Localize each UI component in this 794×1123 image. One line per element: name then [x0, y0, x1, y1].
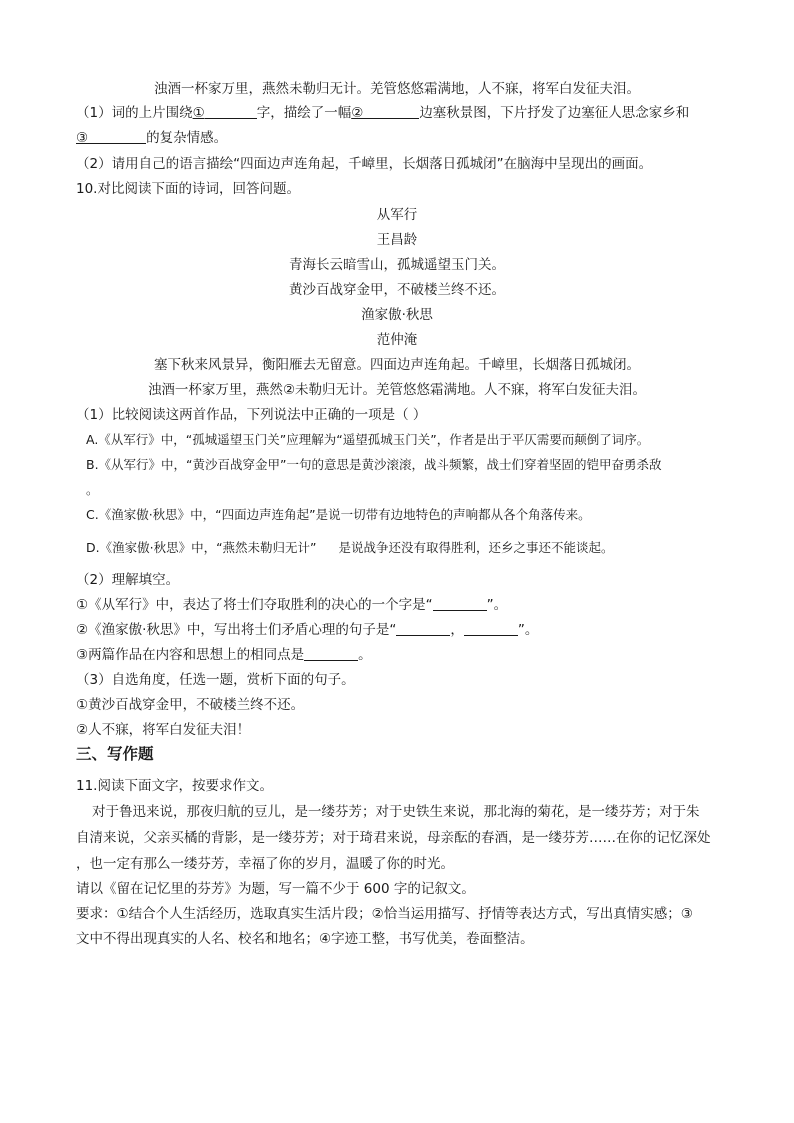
fill-3: ③两篇作品在内容和思想上的相同点是 。 [76, 647, 372, 663]
poem2-line1: 塞下秋来风景异，衡阳雁去无留意。四面边声连角起。千嶂里，长烟落日孤城闭。 [154, 357, 640, 373]
poem2-title: 渔家傲·秋思 [361, 307, 433, 323]
poem2-author: 范仲淹 [376, 332, 418, 348]
q10-sub2: （2）理解填空。 [76, 572, 180, 588]
q1-sub1: （1）词的上片围绕① 字，描绘了一幅② 边塞秋景图，下片抒发了边塞征人思念家乡和 [76, 105, 690, 121]
q1-sub1-cont: ③ 的复杂情感。 [76, 130, 228, 146]
q10-title: 10.对比阅读下面的诗词，回答问题。 [76, 181, 300, 197]
poem-last-line: 浊酒一杯家万里，燕然未勒归无计。羌管悠悠霜满地，人不寐，将军白发征夫泪。 [154, 81, 640, 97]
ref-2: ② [351, 105, 364, 121]
q11-title: 11.阅读下面文字，按要求作文。 [76, 778, 273, 794]
blank-2[interactable] [363, 104, 419, 119]
section-heading: 三、写作题 [76, 745, 154, 763]
blank-fill-3[interactable] [304, 646, 358, 661]
fill-1: ①《从军行》中，表达了将士们夺取胜利的决心的一个字是“ ”。 [76, 597, 508, 613]
sentence-1: ①黄沙百战穿金甲，不破楼兰终不还。 [76, 697, 305, 713]
poem1-title: 从军行 [376, 207, 418, 223]
option-b-cont: 。 [86, 482, 99, 497]
q1-sub2: （2）请用自己的语言描绘“四面边声连角起，千嶂里，长烟落日孤城闭”在脑海中呈现出的画面。 [76, 156, 653, 172]
writing-task: 请以《留在记忆里的芬芳》为题，写一篇不少于 600 字的记叙文。 [76, 881, 475, 897]
ref-3: ③ [76, 130, 89, 146]
requirements-2: 文中不得出现真实的人名、校名和地名；④字迹工整，书写优美，卷面整洁。 [76, 931, 534, 947]
option-c[interactable]: C.《渔家傲·秋思》中，“四面边声连角起”是说一切带有边地特色的声响都从各个角落传来。 [86, 507, 591, 522]
ref-2-circle: ② [282, 382, 296, 398]
blank-fill-2a[interactable] [396, 621, 450, 636]
blank-1[interactable] [205, 104, 257, 119]
poem1-author: 王昌龄 [376, 232, 418, 248]
option-b[interactable]: B.《从军行》中，“黄沙百战穿金甲”一句的意思是黄沙滚滚，战斗频繁，战士们穿着坚固的铠甲奋勇杀敌 [86, 457, 662, 472]
blank-fill-1[interactable] [433, 596, 487, 611]
fill-2: ②《渔家傲·秋思》中，写出将士们矛盾心理的句子是“ ， ”。 [76, 622, 539, 638]
prompt-para-3: ，也一定有那么一缕芬芳，幸福了你的岁月，温暖了你的时光。 [76, 856, 454, 872]
prompt-para-2: 自清来说，父亲买橘的背影，是一缕芬芳；对于琦君来说，母亲酝的春酒，是一缕芬芳……在你的记忆深处 [76, 830, 711, 846]
prompt-para-1: 对于鲁迅来说，那夜归航的豆儿，是一缕芬芳；对于史铁生来说，那北海的菊花，是一缕芬芳；对于朱 [92, 804, 700, 820]
option-d[interactable]: D.《渔家傲·秋思》中，“燕然未勒归无计” 是说战争还没有取得胜利，还乡之事还不能谈起。 [86, 540, 614, 555]
poem1-line1: 青海长云暗雪山，孤城遥望玉门关。 [289, 257, 505, 273]
ref-1: ① [192, 105, 205, 121]
requirements-1: 要求：①结合个人生活经历，选取真实生活片段；②恰当运用描写、抒情等表达方式，写出真情实感；③ [76, 906, 693, 922]
option-a[interactable]: A.《从军行》中，“孤城遥望玉门关”应理解为“遥望孤城玉门关”，作者是出于平仄需要而颠倒了词序。 [86, 432, 650, 447]
q10-sub3: （3）自选角度，任选一题，赏析下面的句子。 [76, 672, 355, 688]
blank-fill-2b[interactable] [464, 621, 518, 636]
sentence-2: ②人不寐，将军白发征夫泪！ [76, 722, 251, 738]
blank-3[interactable] [88, 129, 146, 144]
poem1-line2: 黄沙百战穿金甲，不破楼兰终不还。 [289, 282, 505, 298]
poem2-line2: 浊酒一杯家万里，燕然②未勒归无计。羌管悠悠霜满地。人不寐，将军白发征夫泪。 [147, 382, 647, 398]
q10-sub1: （1）比较阅读这两首作品，下列说法中正确的一项是（ ） [76, 407, 427, 423]
